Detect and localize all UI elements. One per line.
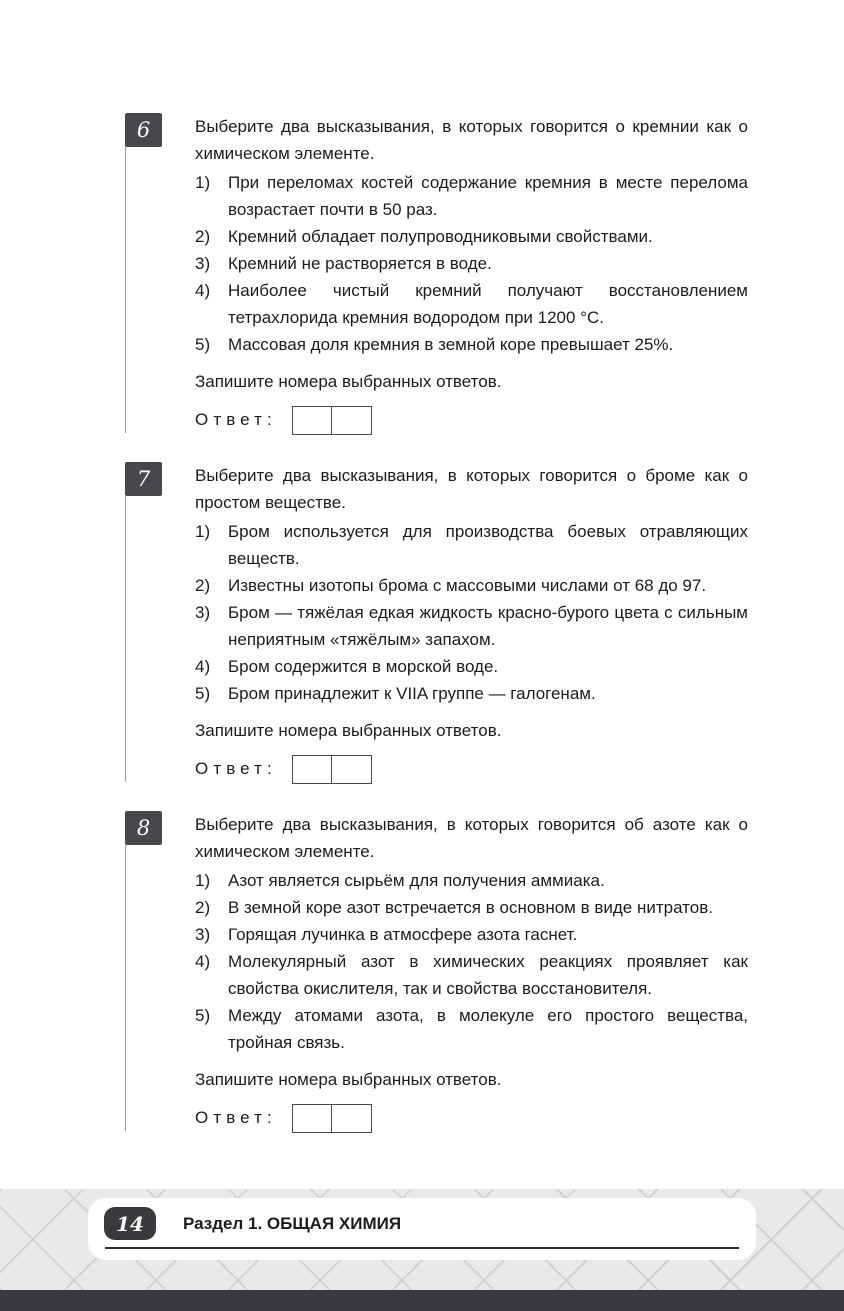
option-list [195, 169, 748, 358]
option-item [195, 331, 748, 358]
option-number: 2) [195, 576, 211, 595]
answer-box[interactable] [292, 1104, 332, 1133]
option-text: При переломах костей содержание кремния в месте перелома возрастает почти в 50 раз. [228, 173, 748, 219]
page-number: 14 [116, 1211, 144, 1236]
option-text: Горящая лучинка в атмосфере азота гаснет. [228, 925, 578, 944]
page-number-badge [104, 1207, 156, 1240]
question-rail [125, 845, 126, 1131]
answer-row [195, 754, 748, 784]
option-number: 5) [195, 684, 211, 703]
option-item [195, 1002, 748, 1056]
option-text: Азот является сырьём для получения аммиака. [228, 871, 605, 890]
option-number: 4) [195, 657, 211, 676]
option-item [195, 894, 748, 921]
question-number: 8 [136, 816, 151, 840]
question-block [125, 113, 748, 435]
answer-box[interactable] [332, 406, 372, 435]
option-number: 4) [195, 952, 211, 971]
footer-section-title: Раздел 1. ОБЩАЯ ХИМИЯ [183, 1213, 402, 1233]
answer-boxes [292, 406, 372, 435]
instruction-text: Запишите номера выбранных ответов. [195, 1070, 502, 1089]
option-text: В земной коре азот встречается в основном в виде нитратов. [228, 898, 713, 917]
option-text: Бром используется для производства боевых отравляющих веществ. [228, 522, 748, 568]
option-item [195, 572, 748, 599]
option-item [195, 277, 748, 331]
option-text: Бром содержится в морской воде. [228, 657, 499, 676]
option-item [195, 169, 748, 223]
option-number: 5) [195, 1006, 211, 1025]
answer-boxes [292, 1104, 372, 1133]
answer-box[interactable] [292, 755, 332, 784]
option-text: Молекулярный азот в химических реакциях проявляет как свойства окислителя, так и свойства восстановителя. [228, 952, 748, 998]
question-prompt: Выберите два высказывания, в которых говорится о броме как о простом веществе. [195, 466, 748, 512]
option-item [195, 921, 748, 948]
answer-label: Ответ: [195, 1108, 277, 1127]
option-text: Бром принадлежит к VIIA группе — галогенам. [228, 684, 596, 703]
option-number: 3) [195, 254, 211, 273]
option-number: 3) [195, 925, 211, 944]
answer-label: Ответ: [195, 410, 277, 429]
option-list [195, 867, 748, 1056]
option-item [195, 948, 748, 1002]
option-text: Кремний не растворяется в воде. [228, 254, 492, 273]
question-prompt: Выберите два высказывания, в которых говорится об азоте как о химическом элементе. [195, 815, 748, 861]
question-number: 7 [136, 467, 151, 491]
option-text: Наиболее чистый кремний получают восстановлением тетрахлорида кремния водородом при 1200 °С. [228, 281, 748, 327]
footer-divider [105, 1247, 739, 1249]
option-item [195, 680, 748, 707]
option-number: 1) [195, 522, 211, 541]
question-number: 6 [136, 118, 151, 142]
option-text: Между атомами азота, в молекуле его простого вещества, тройная связь. [228, 1006, 748, 1052]
option-number: 5) [195, 335, 211, 354]
question-rail [125, 147, 126, 433]
option-text: Массовая доля кремния в земной коре превышает 25%. [228, 335, 674, 354]
option-text: Кремний обладает полупроводниковыми свойствами. [228, 227, 653, 246]
page-footer [88, 1198, 756, 1260]
option-number: 2) [195, 227, 211, 246]
question-number-badge [125, 113, 162, 147]
answer-row [195, 1103, 748, 1133]
question-block [125, 462, 748, 784]
question-number-badge [125, 811, 162, 845]
answer-label: Ответ: [195, 759, 277, 778]
page-content [125, 110, 748, 1160]
option-number: 1) [195, 871, 211, 890]
option-text: Известны изотопы брома с массовыми числами от 68 до 97. [228, 576, 707, 595]
question-rail [125, 496, 126, 782]
answer-row [195, 405, 748, 435]
option-number: 2) [195, 898, 211, 917]
option-item [195, 653, 748, 680]
question-number-badge [125, 462, 162, 496]
instruction-text: Запишите номера выбранных ответов. [195, 372, 502, 391]
instruction-text: Запишите номера выбранных ответов. [195, 721, 502, 740]
option-item [195, 518, 748, 572]
footer-row [104, 1207, 740, 1240]
option-list [195, 518, 748, 707]
option-number: 1) [195, 173, 211, 192]
answer-box[interactable] [332, 1104, 372, 1133]
option-item [195, 599, 748, 653]
question-block [125, 811, 748, 1133]
option-item [195, 867, 748, 894]
answer-box[interactable] [292, 406, 332, 435]
option-item [195, 223, 748, 250]
answer-box[interactable] [332, 755, 372, 784]
answer-boxes [292, 755, 372, 784]
option-text: Бром — тяжёлая едкая жидкость красно-бурого цвета с сильным неприятным «тяжёлым» запахом. [228, 603, 748, 649]
bottom-bar [0, 1290, 844, 1311]
option-number: 4) [195, 281, 211, 300]
option-item [195, 250, 748, 277]
question-prompt: Выберите два высказывания, в которых говорится о кремнии как о химическом элементе. [195, 117, 748, 163]
option-number: 3) [195, 603, 211, 622]
